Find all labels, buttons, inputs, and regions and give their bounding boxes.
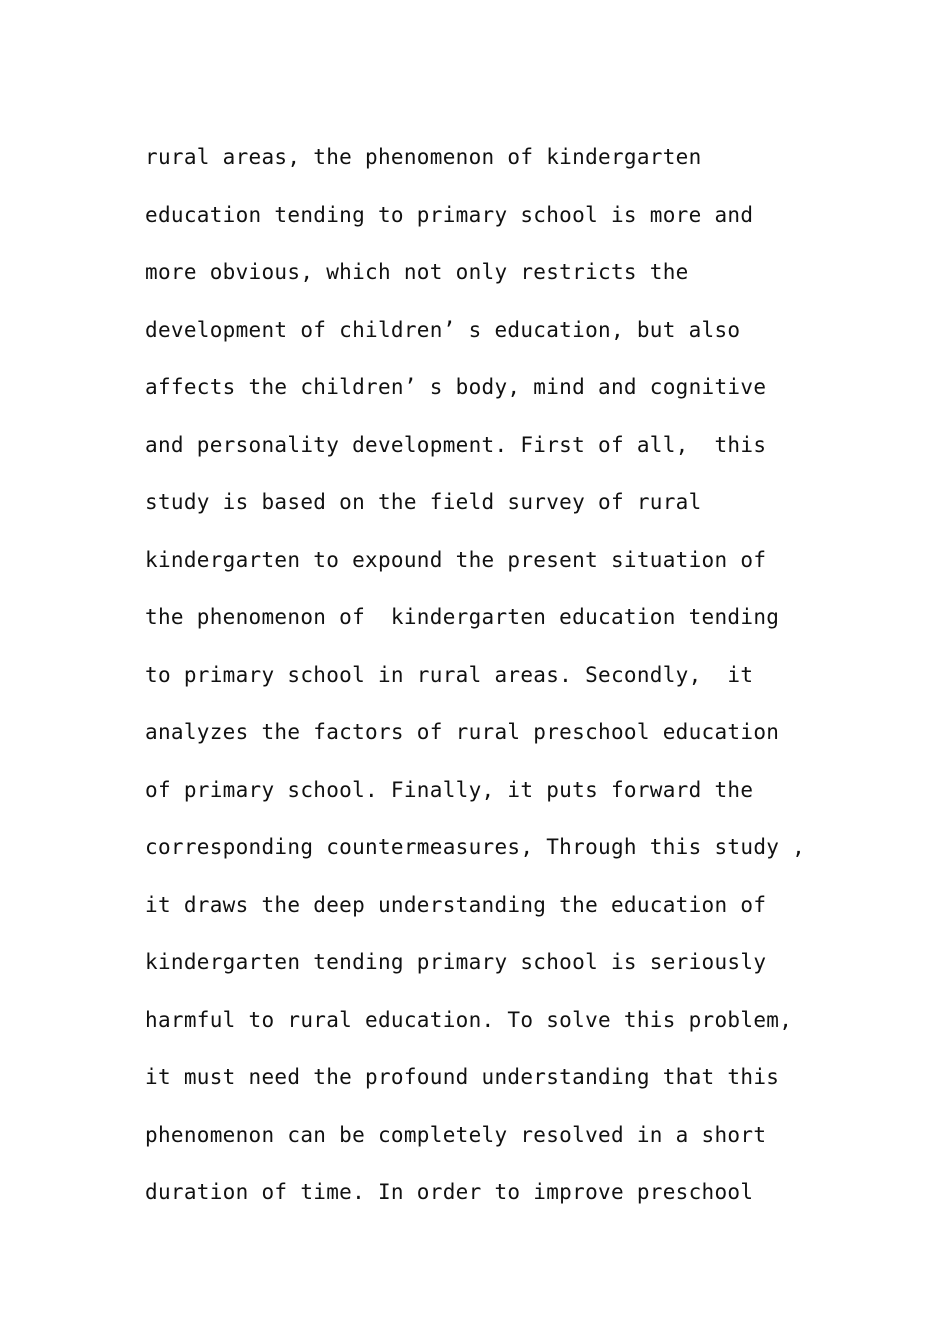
text-line: kindergarten to expound the present situation of (145, 547, 767, 572)
text-line: it draws the deep understanding the education of (145, 892, 767, 917)
text-line: more obvious, which not only restricts the (145, 260, 689, 284)
text-line: of primary school. Finally, it puts forward the (145, 777, 754, 802)
body-text (145, 129, 845, 1222)
text-line: it must need the profound understanding that this (145, 1065, 780, 1089)
text-line: development of children’ s education, but also (145, 317, 741, 342)
text-line: and personality development. First of all, this (145, 432, 767, 457)
text-line: harmful to rural education. To solve this problem, (145, 1007, 793, 1032)
text-line: the phenomenon of kindergarten education tending (145, 605, 780, 629)
text-line: affects the children’ s body, mind and cognitive (145, 375, 767, 399)
text-line: corresponding countermeasures, Through this study , (145, 835, 806, 859)
text-line: study is based on the field survey of rural (145, 490, 702, 514)
text-line: rural areas, the phenomenon of kindergarten (145, 145, 702, 169)
text-line: analyzes the factors of rural preschool education (145, 720, 780, 744)
text-line: kindergarten tending primary school is seriously (145, 950, 767, 974)
text-line: duration of time. In order to improve preschool (145, 1180, 754, 1204)
text-line: to primary school in rural areas. Secondly, it (145, 662, 754, 687)
text-line: education tending to primary school is more and (145, 202, 754, 227)
text-line: phenomenon can be completely resolved in a short (145, 1122, 767, 1147)
